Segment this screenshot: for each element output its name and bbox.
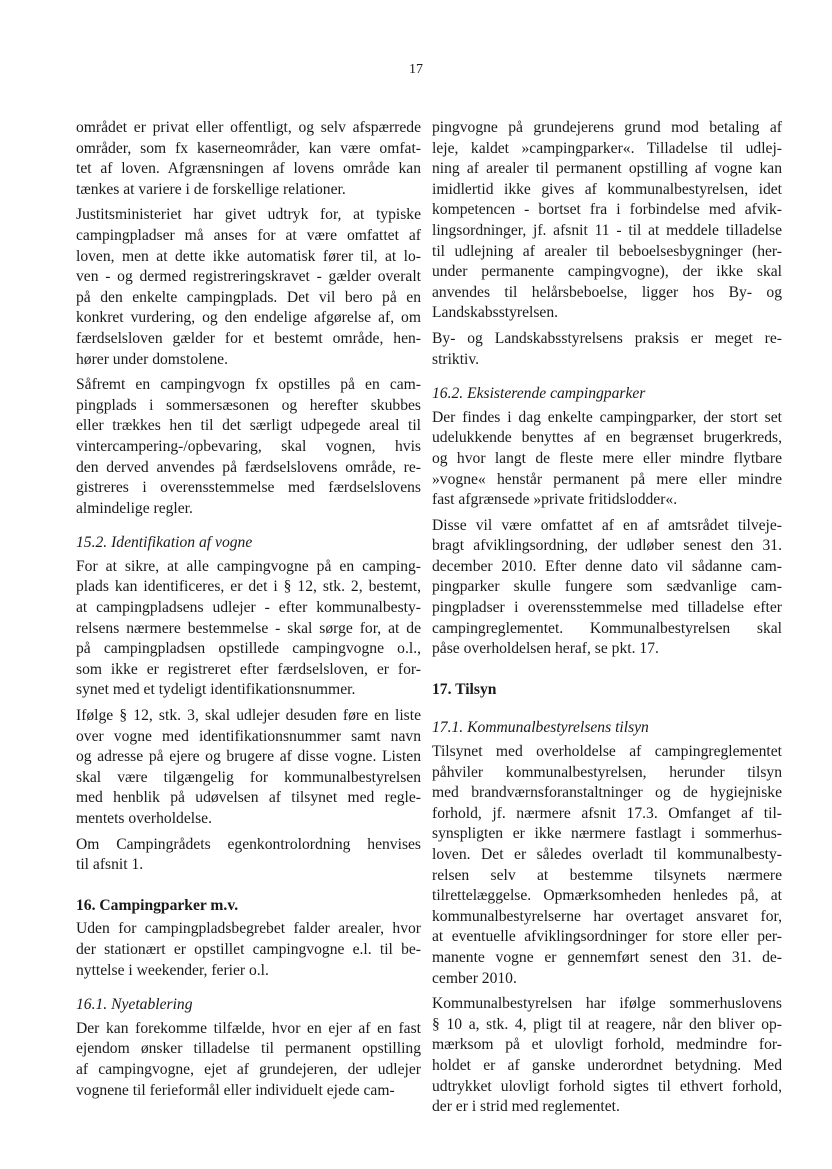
text-line: der stationært er opstillet campingvogne e.l. til be- <box>76 940 421 958</box>
paragraph <box>76 205 421 370</box>
text-line: og adresse på ejere og brugere af disse vogne. Listen <box>76 748 421 766</box>
text-line: vintercampering-/opbevaring, skal vognen, hvis <box>76 437 421 455</box>
text-line: Tilsynet med overholdelse af campingreglementet <box>432 743 782 761</box>
text-line: vognene til ferieformål eller individuelt ejede cam- <box>76 1081 395 1099</box>
text-line: udelukkende benyttes af en begrænset brugerkreds, <box>432 429 782 447</box>
left-column <box>76 118 421 1106</box>
text-line: Om Campingrådets egenkontrolordning henvises <box>76 835 421 853</box>
text-line: skal være tilgængelig for kommunalbestyrelsen <box>76 768 421 786</box>
text-line: For at sikre, at alle campingvogne på en camping- <box>76 557 421 575</box>
text-line: eller trækkes hen til det særligt udpegede areal til <box>76 417 421 435</box>
text-line: at campingpladsens udlejer - efter kommunalbesty- <box>76 599 421 617</box>
text-line: plads kan identificeres, er det i § 12, stk. 2, bestemt, <box>76 578 421 596</box>
paragraph <box>76 835 421 876</box>
text-line: loven, men at dette ikke automatisk fører til, at lo- <box>76 247 421 265</box>
right-column <box>432 118 782 1123</box>
text-line: gistreres i overensstemmelse med færdselslovens <box>76 479 421 497</box>
text-line: udtrykket ulovligt forhold sigtes til ethvert forhold, <box>432 1077 782 1095</box>
text-line: med brandværnsforanstaltninger og de hygiejniske <box>432 784 782 802</box>
paragraph <box>76 1019 421 1101</box>
text-line: konkret vurdering, og den endelige afgørelse af, om <box>76 309 421 327</box>
text-line: campingreglementet. Kommunalbestyrelsen skal <box>432 619 782 637</box>
text-line: tænkes at variere i de forskellige relationer. <box>76 180 346 198</box>
text-line: nyttelse i weekender, ferier o.l. <box>76 961 269 979</box>
text-line: campingpladser må anses for at være omfattet af <box>76 226 421 244</box>
text-line: »vogne« henstår permanent på mere eller mindre <box>432 470 782 488</box>
text-line: Ifølge § 12, stk. 3, skal udlejer desuden føre en liste <box>76 707 421 725</box>
text-line: december 2010. Efter denne dato vil sådanne cam- <box>432 557 782 575</box>
paragraph <box>76 375 421 519</box>
text-line: over vogne med identifikationsnummer samt navn <box>76 727 421 745</box>
text-line: til udlejning af arealer til beboelsesbygninger (her- <box>432 242 782 260</box>
text-line: mærksom på et ulovligt forhold, medmindre for- <box>432 1036 782 1054</box>
text-line: at eventuelle afviklingsordninger for store eller per- <box>432 928 782 946</box>
text-line: anvendes til helårsbeboelse, ligger hos By- og <box>432 283 782 301</box>
subsection-heading: 17.1. Kommunalbestyrelsens tilsyn <box>432 719 649 737</box>
text-line: Der kan forekomme tilfælde, hvor en ejer af en fast <box>76 1019 421 1037</box>
paragraph <box>432 516 782 660</box>
text-line: pingvogne på grundejerens grund mod betaling af <box>432 119 782 136</box>
text-line: Uden for campingpladsbegrebet falder arealer, hvor <box>76 920 421 938</box>
text-line: relsen selv at bestemme tilsynets nærmere <box>432 866 782 884</box>
text-line: på campingpladsen opstillede campingvogne o.l., <box>76 640 421 658</box>
paragraph <box>432 742 782 989</box>
text-line: tilrettelæggelse. Opmærksomheden henledes på, at <box>432 887 782 905</box>
text-line: områder, som fx kaserneområder, kan være omfat- <box>76 139 421 157</box>
text-line: som ikke er registreret efter færdselsloven, er for- <box>76 660 421 678</box>
text-line: synet med et tydeligt identifikationsnummer. <box>76 681 356 699</box>
paragraph <box>432 408 782 511</box>
text-line: bragt afviklingsordning, der udløber senest den 31. <box>432 537 782 555</box>
text-line: under permanente campingvogne), der ikke skal <box>432 263 782 281</box>
section-heading: 16. Campingparker m.v. <box>76 896 239 914</box>
text-line: ejendom ønsker tilladelse til permanent opstilling <box>76 1040 421 1058</box>
page-number: 17 <box>409 62 423 77</box>
text-line: ven - og dermed registreringskravet - gælder overalt <box>76 268 421 286</box>
text-line: pingparker skulle fungere som sædvanlige cam- <box>432 578 782 596</box>
text-line: Landskabsstyrelsen. <box>432 304 559 322</box>
text-line: påse overholdelsen heraf, se pkt. 17. <box>432 640 659 658</box>
text-line: pingplads i sommersæsonen og herefter skubbes <box>76 396 421 414</box>
paragraph <box>432 118 782 324</box>
text-line: den derved anvendes på færdselslovens område, re- <box>76 458 421 476</box>
section-heading: 17. Tilsyn <box>432 680 497 698</box>
subsection-heading: 16.1. Nyetablering <box>76 996 193 1014</box>
paragraph <box>76 919 421 981</box>
text-line: § 10 a, stk. 4, pligt til at reagere, når den bliver op- <box>432 1015 782 1033</box>
text-line: synspligten er ikke nærmere fastlagt i sommerhus- <box>432 825 782 843</box>
text-line: striktiv. <box>432 350 480 368</box>
text-line: af campingvogne, ejet af grundejeren, der udlejer <box>76 1060 421 1078</box>
text-line: på den enkelte campingplads. Det vil bero på en <box>76 288 421 306</box>
text-line: hører under domstolene. <box>76 350 228 368</box>
text-line: lingsordninger, jf. afsnit 11 - til at meddele tilladelse <box>432 221 782 239</box>
subsection-heading: 15.2. Identifikation af vogne <box>76 534 253 552</box>
text-line: området er privat eller offentligt, og selv afspærrede <box>76 119 421 136</box>
text-line: mentets overholdelse. <box>76 810 212 827</box>
text-line: kompetencen - bortset fra i forbindelse med afvik- <box>432 201 782 219</box>
text-line: ning af arealer til permanent opstilling af vogne kan <box>432 160 782 178</box>
text-line: med henblik på udøvelsen af tilsynet med regle- <box>76 789 421 807</box>
subsection-heading: 16.2. Eksisterende campingparker <box>432 385 646 403</box>
text-line: til afsnit 1. <box>76 856 144 874</box>
paragraph <box>432 994 782 1118</box>
text-line: tet af loven. Afgrænsningen af lovens område kan <box>76 160 421 178</box>
paragraph <box>76 557 421 701</box>
text-line: og hvor langt de fleste mere eller mindre flytbare <box>432 449 782 467</box>
text-line: Kommunalbestyrelsen har ifølge sommerhuslovens <box>432 995 782 1013</box>
text-line: Justitsministeriet har givet udtryk for, at typiske <box>76 206 421 224</box>
text-line: fast afgrænsede »private fritidslodder«. <box>432 491 678 509</box>
text-line: imidlertid ikke gives af kommunalbestyrelsen, idet <box>432 180 782 198</box>
text-line: forhold, jf. nærmere afsnit 17.3. Omfanget af til- <box>432 804 782 822</box>
paragraph <box>432 329 782 370</box>
text-line: holdet er af ganske underordnet betydning. Med <box>432 1056 782 1074</box>
text-line: loven. Det er således overladt til kommunalbesty- <box>432 846 782 863</box>
text-line: Såfremt en campingvogn fx opstilles på en cam- <box>76 376 421 394</box>
text-line: cember 2010. <box>432 969 517 987</box>
text-line: kommunalbestyrelserne har overtaget ansvaret for, <box>432 907 782 925</box>
text-line: manente vogne er gennemført senest den 31. de- <box>432 948 782 966</box>
paragraph <box>76 118 421 200</box>
text-line: der er i strid med reglementet. <box>432 1098 620 1116</box>
text-line: relsens nærmere bestemmelse - skal sørge for, at de <box>76 619 421 637</box>
text-line: almindelige regler. <box>76 499 193 517</box>
text-line: påhviler kommunalbestyrelsen, herunder tilsyn <box>432 763 782 781</box>
text-line: leje, kaldet »campingparker«. Tilladelse til udlej- <box>432 139 782 157</box>
text-line: pingpladser i overensstemmelse med tilladelse efter <box>432 599 782 617</box>
text-line: Der findes i dag enkelte campingparker, der stort set <box>432 408 782 426</box>
text-line: Disse vil være omfattet af en af amtsrådet tilveje- <box>432 516 782 534</box>
text-line: færdselsloven gælder for et bestemt område, hen- <box>76 329 421 347</box>
text-line: By- og Landskabsstyrelsens praksis er meget re- <box>432 329 782 347</box>
paragraph <box>76 706 421 830</box>
